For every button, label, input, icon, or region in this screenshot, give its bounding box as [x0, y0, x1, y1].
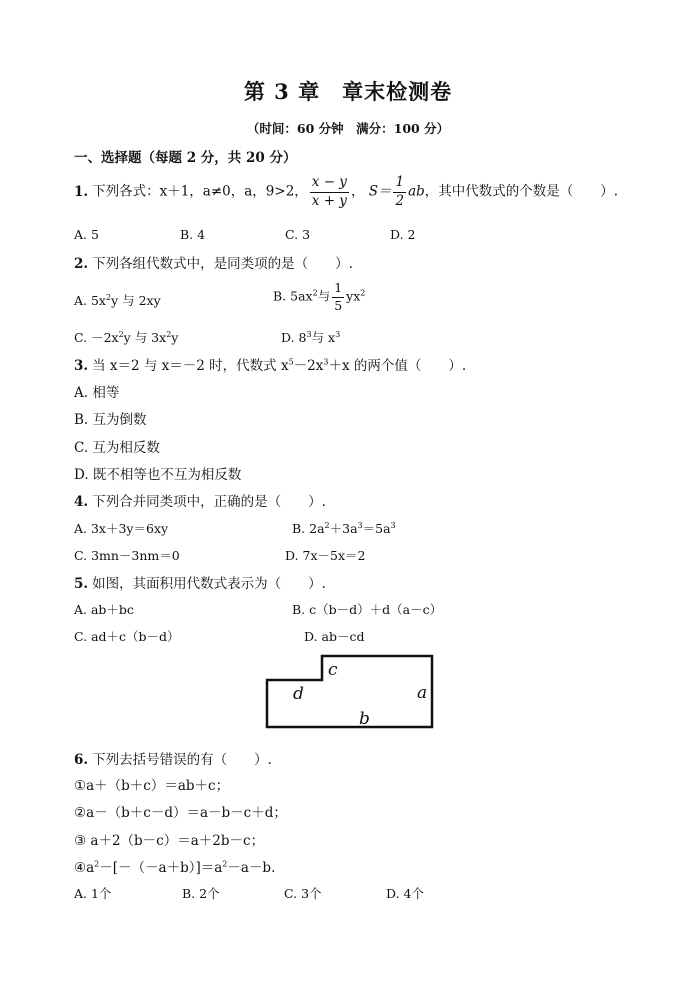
option-a: A. ab＋bc [74, 602, 134, 617]
option-a: A. 3x＋3y＝6xy [74, 521, 169, 536]
question-number: 6. [74, 752, 89, 768]
formula-ab: ab [408, 183, 425, 200]
option-d: D. 既不相等也不互为相反数 [74, 467, 242, 483]
option-b: B. 4 [180, 227, 206, 242]
label-d: d [293, 684, 304, 704]
question-text: 下列合并同类项中，正确的是（ ）. [92, 494, 326, 510]
option-d: D. 7x－5x＝2 [285, 548, 366, 563]
page-title: 第 3 章 章末检测卷 [243, 79, 453, 104]
option-a: A. 相等 [74, 385, 120, 401]
option-d: D. ab－cd [304, 629, 365, 644]
question-2 [74, 252, 353, 272]
option-c: C. ad＋c（b－d） [74, 629, 180, 644]
option-c: C. 3 [285, 227, 311, 242]
comma: ， [350, 183, 365, 200]
option-c: C. $-2x^2y$ 与 $3x^2y$ [74, 329, 179, 345]
question-4 [74, 490, 326, 510]
option-b: B. $2a^2+3a^3=5a^3$ [292, 520, 396, 536]
option-a: A. $5x^2y$ 与 2xy [74, 292, 161, 308]
question-number: 1. [74, 183, 89, 200]
statement-1: ①a＋（b＋c）＝ab＋c； [74, 778, 230, 794]
fraction [332, 282, 344, 312]
option-d: D. 2 [390, 227, 416, 242]
question-number: 3. [74, 358, 89, 374]
question-text: 如图，其面积用代数式表示为（ ）. [92, 576, 326, 592]
option-b: B. c（b－d）＋d（a－c） [292, 602, 443, 617]
question-number: 5. [74, 576, 89, 592]
option-b: B. 互为倒数 [74, 412, 147, 428]
statement-4: $④a^2-[-(-a+b)]=a^2-a-b$. [74, 859, 276, 876]
question-text: ，其中代数式的个数是（ ）. [424, 183, 619, 200]
fraction [393, 176, 406, 208]
option-b: B. $5ax^2$与 $\frac{1}{5}$ $yx^2$ [273, 280, 366, 313]
denominator: 5 [334, 297, 343, 313]
question-text: 下列各组代数式中，是同类项的是（ ）. [92, 256, 353, 272]
label-c: c [328, 660, 338, 680]
figure-outline [267, 656, 432, 727]
option-d: D. 4个 [386, 886, 424, 901]
question-1 [74, 176, 618, 208]
denominator: 2 [395, 192, 405, 209]
option-c: C. 3个 [284, 886, 322, 901]
question-number: 4. [74, 494, 89, 510]
option-d: D. $8^3$与 $x^3$ [281, 329, 341, 345]
option-c: C. 互为相反数 [74, 440, 160, 456]
label-b: b [359, 709, 370, 729]
numerator: x − y [310, 176, 349, 193]
question-text: 下列各式：x＋1，a≠0，a，9>2， [92, 183, 308, 200]
question-6 [74, 748, 272, 768]
fraction [310, 176, 349, 208]
option-b: B. 2个 [182, 886, 220, 901]
option-a: A. 5 [74, 227, 99, 242]
area-figure [262, 650, 438, 732]
option-a: A. 1个 [74, 886, 112, 901]
numerator: 1 [393, 176, 406, 193]
question-5 [74, 572, 326, 592]
label-a: a [417, 683, 428, 703]
question-text: 下列去括号错误的有（ ）. [92, 752, 272, 768]
statement-2: ②a－（b＋c－d）＝a－b－c＋d； [74, 805, 287, 821]
numerator: 1 [332, 282, 344, 298]
question-number: 2. [74, 256, 89, 272]
statement-3: ③ a＋2（b－c）＝a＋2b－c； [74, 833, 265, 849]
option-c: C. 3mn－3nm＝0 [74, 548, 180, 563]
formula-s: S＝ [368, 183, 392, 200]
question-3: 3. 当 x＝2 与 x＝－2 时，代数式 $x^5-2x^3+x$ 的两个值（ ）. [74, 357, 467, 374]
denominator: x + y [311, 192, 347, 209]
exam-info: （时间：60 分钟 满分：100 分） [246, 121, 450, 136]
section-heading: 一、选择题（每题 2 分，共 20 分） [74, 150, 297, 166]
